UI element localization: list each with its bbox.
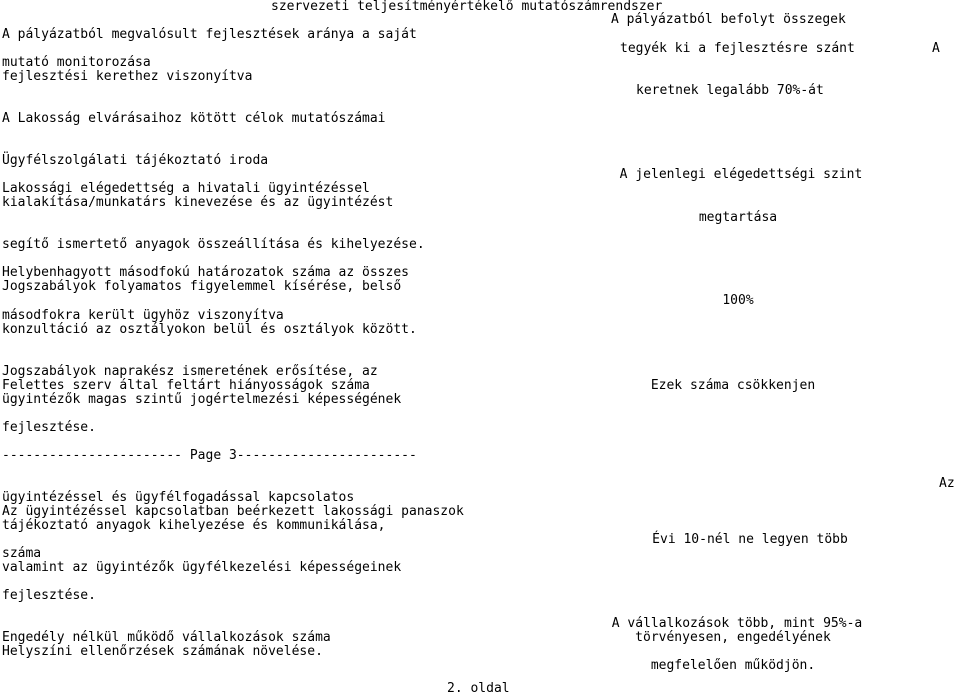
document-header-line: szervezeti teljesítményértékelő mutatószámrendszer: [271, 0, 663, 14]
row-2-left-line-1: Felettes szerv által feltárt hiányosságok száma: [2, 378, 370, 393]
intro-left-line-1: A pályázatból megvalósult fejlesztések aránya a saját: [2, 27, 417, 42]
row-1-left-line-0: Helybenhagyott másodfokú határozatok száma az összes: [2, 265, 409, 280]
row-2-left-line-0: Jogszabályok naprakész ismeretének erősítése, az: [2, 364, 378, 379]
page3-row-0-left-line-4: valamint az ügyintézők ügyfélkezelési képességeinek: [2, 560, 402, 575]
page3-row-0-left-line-2: tájékoztató anyagok kihelyezése és kommunikálása,: [2, 518, 386, 533]
row-0-right-line-0: A jelenlegi elégedettségi szint: [619, 167, 863, 182]
page3-row-0-left-line-0: ügyintézéssel és ügyfélfogadással kapcsolatos: [2, 490, 355, 505]
row-2-left-line-2: ügyintézők magas szintű jogértelmezési képességének: [2, 392, 402, 407]
intro-right-letter: A: [932, 41, 940, 56]
page3-row-0-left-line-1: Az ügyintézéssel kapcsolatban beérkezett lakossági panaszok: [2, 504, 464, 519]
row-0-right-line-1: megtartása: [698, 210, 778, 225]
row-1-left-line-3: konzultáció az osztályokon belül és osztályok között.: [2, 322, 417, 337]
intro-right-line-3: keretnek legalább 70%-át: [636, 83, 824, 98]
row-2-right-line-0: Ezek száma csökkenjen: [650, 378, 816, 393]
office-name: Ügyfélszolgálati tájékoztató iroda: [2, 153, 269, 168]
footer-page-number: 2. oldal: [447, 681, 510, 696]
row-1-left-line-2: másodfokra került ügyhöz viszonyítva: [2, 308, 284, 323]
row-0-left-line-1: kialakítása/munkatárs kinevezése és az ügyintézést: [2, 195, 394, 210]
page3-row-0-left-line-3: száma: [2, 546, 42, 561]
page-separator: ----------------------- Page 3-----------------------: [2, 448, 417, 463]
row-0-left-line-0: Lakossági elégedettség a hivatali ügyintézéssel: [2, 181, 370, 196]
page3-row-1-left-line-0: Engedély nélkül működő vállalkozások száma: [2, 630, 331, 645]
page3-row-0-left-line-5: fejlesztése.: [2, 588, 96, 603]
row-0-left-extra: segítő ismertető anyagok összeállítása és kihelyezése.: [2, 237, 425, 252]
intro-left-line-3: fejlesztési kerethez viszonyítva: [2, 69, 253, 84]
intro-left-line-2: mutató monitorozása: [2, 55, 151, 70]
page3-letter: Az: [939, 476, 955, 491]
section-title: A Lakosság elvárásaihoz kötött célok mutatószámai: [2, 111, 386, 126]
intro-right-line-1: A pályázatból befolyt összegek: [611, 12, 846, 27]
row-1-left-line-1: Jogszabályok folyamatos figyelemmel kísérése, belső: [2, 279, 402, 294]
page3-row-1-right-line-0: A vállalkozások több, mint 95%-a: [611, 616, 863, 631]
page3-row-1-right-line-1: törvényesen, engedélyének: [635, 630, 831, 645]
page3-row-0-right-line-0: Évi 10-nél ne legyen több: [652, 532, 848, 547]
row-2-left-line-3: fejlesztése.: [2, 420, 96, 435]
page3-row-1-left-line-1: Helyszíni ellenőrzések számának növelése.: [2, 644, 323, 659]
page3-row-1-right-line-2: megfelelően működjön.: [650, 658, 816, 673]
row-1-right-line-0: 100%: [722, 293, 754, 308]
intro-right-line-2: tegyék ki a fejlesztésre szánt: [620, 41, 855, 56]
